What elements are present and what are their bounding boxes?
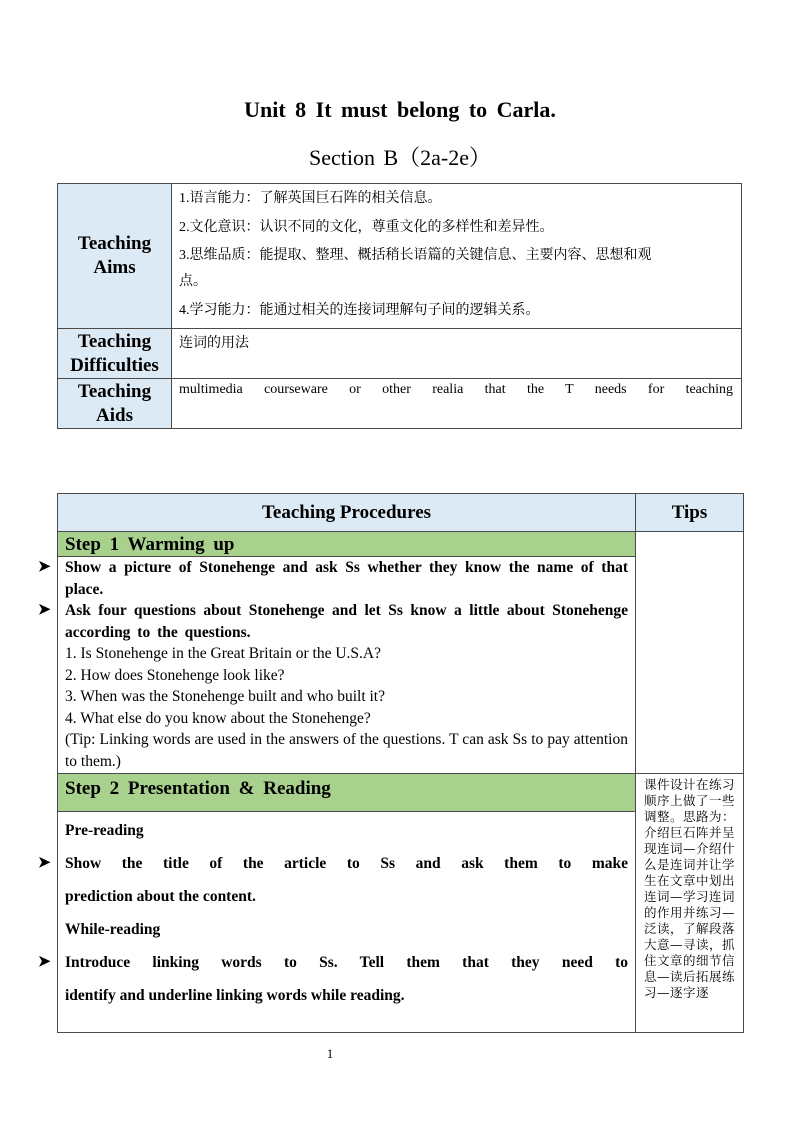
- procedures-header: Teaching Procedures: [58, 494, 636, 532]
- question-item: 4. What else do you know about the Stonehenge?: [65, 709, 371, 727]
- page-number: 1: [326, 1046, 334, 1061]
- question-item: 2. How does Stonehenge look like?: [65, 666, 285, 684]
- step1-tip: (Tip: Linking words are used in the answers of the questions. T can ask Ss to pay attention to them.): [65, 731, 628, 770]
- document-subtitle: Section B（2a-2e）: [308, 145, 492, 170]
- step2-row: [58, 774, 744, 1033]
- step1-cell: [38, 532, 636, 774]
- aim-item: 4.学习能力：能通过相关的连接词理解句子间的逻辑关系。: [179, 303, 540, 318]
- aims-row: [58, 184, 742, 329]
- aids-label-line-2: Aids: [96, 404, 133, 426]
- pre-reading-bullet: [38, 847, 628, 880]
- question-item: 1. Is Stonehenge in the Great Britain or the U.S.A?: [65, 645, 381, 662]
- step1-title: Step 1 Warming up: [58, 532, 635, 557]
- step1-bullet: [38, 557, 628, 600]
- aids-content: multimedia courseware or other realia that the T needs for teaching: [172, 379, 742, 429]
- aim-item-continued: 点。: [179, 274, 207, 289]
- while-reading-bullet: [38, 946, 628, 979]
- question-item: 3. When was the Stonehenge built and who built it?: [65, 688, 385, 705]
- while-reading-heading: While-reading: [65, 921, 161, 938]
- step2-tip-text: 课件设计在练习顺序上做了一些调整。思路为：介绍巨石阵并呈现连词—介绍什么是连词并让学生在文章中划出连词—学习连词的作用并练习—泛读，了解段落大意—寻读，抓住文章的细节信息—读后拓展练习—逐字逐: [644, 777, 736, 1000]
- step1-bullet: [38, 600, 628, 643]
- arrow-bullet-icon: ➤: [38, 954, 51, 970]
- difficulties-content: 连词的用法: [172, 329, 742, 379]
- step1-row: [58, 532, 744, 774]
- aids-label: [58, 379, 172, 429]
- step2-tips-cell: [636, 774, 744, 1033]
- pre-reading-bullet-continued: prediction about the content.: [65, 888, 256, 905]
- teaching-overview-table: [57, 183, 742, 429]
- step1-tips-cell: [636, 532, 744, 774]
- aims-label: [58, 184, 172, 329]
- while-reading-bullet-continued: identify and underline linking words while reading.: [65, 987, 405, 1004]
- aims-label-line-2: Aims: [93, 257, 136, 278]
- difficulties-label: [58, 329, 172, 379]
- pre-reading-bullet-text: Show the title of the article to Ss and ask them to make: [65, 855, 628, 872]
- aim-item: 3.思维品质：能提取、整理、概括稍长语篇的关键信息、主要内容、思想和观: [179, 248, 652, 263]
- step2-cell: [38, 774, 636, 1033]
- document-title: Unit 8 It must belong to Carla.: [244, 97, 556, 122]
- step1-bullet-text: Show a picture of Stonehenge and ask Ss whether they know the name of that place.: [65, 559, 628, 598]
- aims-content: [172, 184, 742, 329]
- step1-bullet-text: Ask four questions about Stonehenge and let Ss know a little about Stonehenge according to the questions.: [65, 602, 628, 641]
- aids-row: [58, 379, 742, 429]
- step1-content: [38, 557, 635, 772]
- tips-header: Tips: [636, 494, 744, 532]
- pre-reading-heading: Pre-reading: [65, 822, 144, 839]
- teaching-procedures-table: [38, 493, 744, 1033]
- step2-title: Step 2 Presentation & Reading: [58, 774, 635, 812]
- difficulties-label-line-1: Teaching: [77, 330, 152, 352]
- difficulties-row: [58, 329, 742, 379]
- difficulties-label-line-2: Difficulties: [70, 354, 159, 376]
- procedures-header-row: [58, 494, 744, 532]
- while-reading-bullet-text: Introduce linking words to Ss. Tell them that they need to: [65, 954, 628, 971]
- arrow-bullet-icon: ➤: [38, 855, 51, 871]
- aim-item: 2.文化意识：认识不同的文化，尊重文化的多样性和差异性。: [179, 220, 554, 235]
- aim-item: 1.语言能力：了解英国巨石阵的相关信息。: [179, 191, 442, 206]
- step2-content: [38, 812, 635, 1012]
- aids-label-line-1: Teaching: [77, 380, 152, 402]
- arrow-bullet-icon: ➤: [38, 559, 51, 575]
- arrow-bullet-icon: ➤: [38, 602, 51, 618]
- aims-label-line-1: Teaching: [77, 233, 152, 254]
